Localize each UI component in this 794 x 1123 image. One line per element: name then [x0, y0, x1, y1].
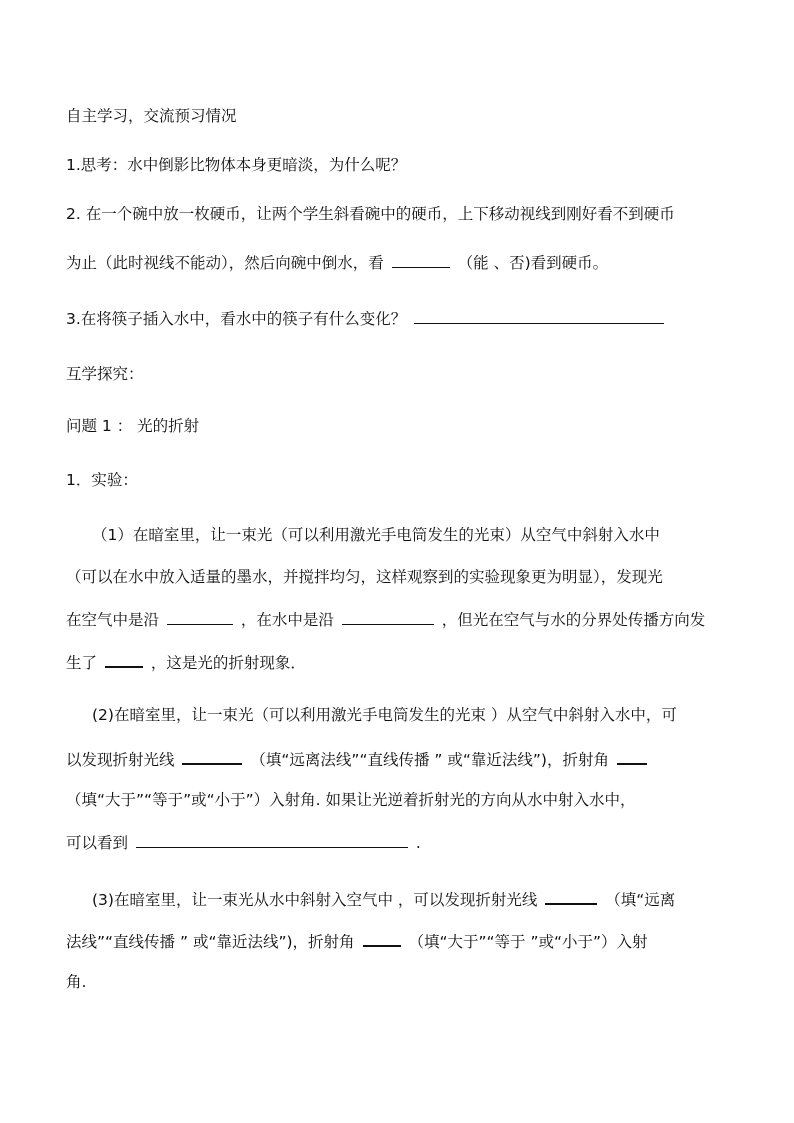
- question-2-line-1: 2. 在一个碗中放一枚硬币，让两个学生斜看碗中的硬币，上下移动视线到刚好看不到硬币: [66, 205, 675, 223]
- answer-blank-change[interactable]: [105, 651, 143, 668]
- question-3: [66, 308, 734, 329]
- section-heading-self-study: 自主学习，交流预习情况: [66, 107, 237, 125]
- para-2-text-d: .: [415, 834, 421, 852]
- answer-blank-observation[interactable]: [136, 832, 408, 848]
- para-2-line-2: [66, 748, 734, 770]
- para-1-text-d: 生了: [66, 654, 98, 672]
- answer-blank-q3[interactable]: [414, 308, 664, 324]
- answer-blank-q2[interactable]: [392, 252, 450, 268]
- question-2-text-b: （能 、否)看到硬币。: [457, 254, 609, 272]
- para-3-line-2: [66, 930, 734, 952]
- para-2-text-b: （填“远离法线”“直线传播 ” 或“靠近法线”)，折射角: [250, 751, 609, 769]
- para-1-text-e: ，这是光的折射现象．: [150, 654, 306, 672]
- para-1-line-4: [66, 651, 734, 673]
- para-2-text-c: 可以看到: [66, 834, 129, 852]
- para-2-line-3: （填“大于”“等于”或“小于”）入射角. 如果让光逆着折射光的方向从水中射入水中，: [66, 791, 636, 809]
- para-1-line-3: [66, 609, 734, 630]
- experiment-label: 1．实验：: [66, 471, 138, 489]
- para-2-line-4: [66, 832, 734, 853]
- para-1-text-b: ，在水中是沿: [240, 611, 334, 629]
- para-1-line-1: （1）在暗室里，让一束光（可以利用激光手电筒发生的光束）从空气中斜射入水中: [92, 526, 660, 544]
- para-3-line-1: [92, 888, 734, 910]
- answer-blank-refraction-angle-2[interactable]: [363, 930, 401, 947]
- answer-blank-air-path[interactable]: [167, 609, 233, 625]
- para-3-text-b: （填“远离: [605, 891, 676, 909]
- question-2-line-2: [66, 252, 734, 273]
- para-1-line-2: （可以在水中放入适量的墨水，并搅拌均匀，这样观察到的实验现象更为明显），发现光: [66, 568, 663, 586]
- question-3-text: 3.在将筷子插入水中，看水中的筷子有什么变化？: [66, 310, 407, 328]
- answer-blank-water-path[interactable]: [342, 609, 434, 625]
- para-3-line-3: 角.: [66, 973, 87, 991]
- para-3-text-c: 法线”“直线传播 ” 或“靠近法线”)，折射角: [66, 933, 355, 951]
- question-2-text-a: 为止（此时视线不能动），然后向碗中倒水，看: [66, 254, 384, 272]
- para-2-line-1: (2)在暗室里，让一束光（可以利用激光手电筒发生的光束 ）从空气中斜射入水中，可: [92, 706, 677, 724]
- answer-blank-refracted-ray[interactable]: [182, 748, 242, 765]
- para-3-text-a: (3)在暗室里，让一束光从水中斜射入空气中 ，可以发现折射光线: [92, 891, 538, 909]
- para-1-text-c: ，但光在空气与水的分界处传播方向发: [441, 611, 706, 629]
- para-1-text-a: 在空气中是沿: [66, 611, 160, 629]
- para-3-text-d: （填“大于”“等于 ”或“小于”）入射: [408, 933, 648, 951]
- section-heading-mutual: 互学探究：: [66, 365, 144, 383]
- answer-blank-refracted-ray-2[interactable]: [545, 888, 597, 905]
- para-2-text-a: 以发现折射光线: [66, 751, 175, 769]
- problem-1-title: 问题 1 ： 光的折射: [66, 417, 200, 435]
- question-1: 1.思考：水中倒影比物体本身更暗淡，为什么呢？: [66, 156, 407, 174]
- answer-blank-refraction-angle[interactable]: [617, 748, 647, 765]
